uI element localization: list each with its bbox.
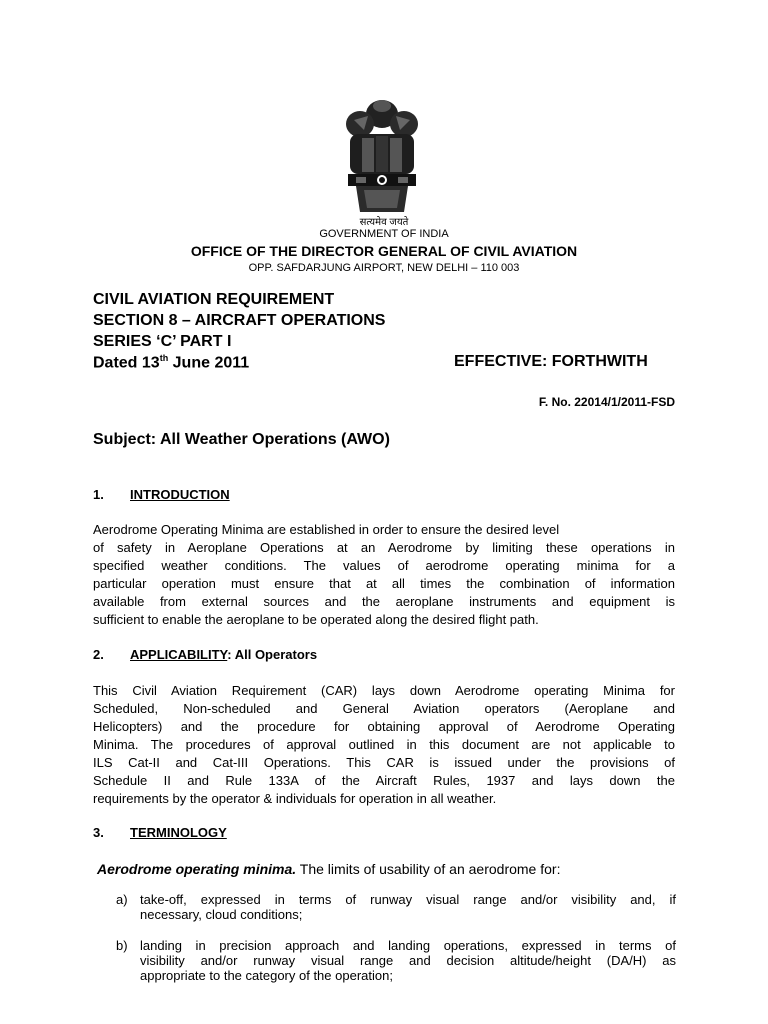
section-number: 3.	[93, 825, 104, 840]
effective-date: EFFECTIVE: FORTHWITH	[454, 353, 648, 370]
subject-line: Subject: All Weather Operations (AWO)	[93, 431, 390, 448]
paragraph-line: ILS Cat-II and Cat-III Operations. This CAR is issued under the provisions of	[93, 755, 675, 770]
paragraph-line: sufficient to enable the aeroplane to be operated along the desired flight path.	[93, 612, 539, 627]
list-item-label: b)	[116, 938, 128, 953]
section-title-suffix: : All Operators	[227, 647, 318, 662]
paragraph-line: particular operation must ensure that at all times the combination of information	[93, 576, 675, 591]
list-item	[116, 938, 676, 983]
list-item-line: landing in precision approach and landing operations, expressed in terms of	[140, 938, 676, 953]
list-item-line: appropriate to the category of the operation;	[140, 968, 393, 983]
applicability-paragraph	[93, 682, 675, 808]
section-number: 1.	[93, 487, 104, 502]
car-date-prefix: Dated 13	[93, 354, 160, 372]
introduction-paragraph	[93, 521, 675, 629]
paragraph-line: requirements by the operator & individuals for operation in all weather.	[93, 791, 497, 806]
paragraph-line: Scheduled, Non-scheduled and General Aviation operators (Aeroplane and	[93, 701, 675, 716]
paragraph-line: of safety in Aeroplane Operations at an Aerodrome by limiting these operations in	[93, 540, 675, 555]
state-emblem-logo	[334, 92, 430, 222]
national-motto: सत्यमेव जयते	[359, 217, 409, 228]
paragraph-line: available from external sources and the aeroplane instruments and equipment is	[93, 594, 675, 609]
car-date-ordinal: th	[159, 353, 169, 363]
list-item-label: a)	[116, 892, 128, 907]
terminology-definition	[97, 860, 679, 878]
list-item	[116, 892, 676, 922]
section-heading-applicability	[93, 647, 317, 662]
car-date	[93, 353, 249, 372]
government-label: GOVERNMENT OF INDIA	[319, 228, 449, 240]
section-title: INTRODUCTION	[130, 487, 230, 502]
paragraph-line: Schedule II and Rule 133A of the Aircraft Rules, 1937 and lays down the	[93, 773, 675, 788]
list-item-line: necessary, cloud conditions;	[140, 907, 303, 922]
car-date-suffix: June 2011	[168, 354, 250, 372]
paragraph-line: specified weather conditions. The values of aerodrome operating minima for a	[93, 558, 675, 573]
car-series: SERIES ‘C’ PART I	[93, 333, 232, 350]
list-item-line: visibility and/or runway visual range and decision altitude/height (DA/H) as	[140, 953, 676, 968]
section-title: TERMINOLOGY	[130, 825, 227, 840]
paragraph-line: Aerodrome Operating Minima are established in order to ensure the desired level	[93, 522, 560, 537]
section-heading-terminology	[93, 825, 227, 840]
paragraph-line: This Civil Aviation Requirement (CAR) lays down Aerodrome operating Minima for	[93, 683, 675, 698]
office-address: OPP. SAFDARJUNG AIRPORT, NEW DELHI – 110 003	[248, 262, 520, 274]
list-item-line: take-off, expressed in terms of runway visual range and/or visibility and, if	[140, 892, 676, 907]
defined-term: Aerodrome operating minima.	[97, 861, 297, 877]
section-title: APPLICABILITY	[130, 647, 228, 662]
file-number: F. No. 22014/1/2011-FSD	[538, 395, 675, 409]
definition-text: The limits of usability of an aerodrome for:	[296, 861, 561, 877]
car-section: SECTION 8 – AIRCRAFT OPERATIONS	[93, 312, 386, 329]
section-number: 2.	[93, 647, 104, 662]
paragraph-line: Minima. The procedures of approval outlined in this document are not applicable to	[93, 737, 675, 752]
office-title: OFFICE OF THE DIRECTOR GENERAL OF CIVIL AVIATION	[190, 243, 578, 259]
section-heading-introduction	[93, 487, 230, 502]
car-title: CIVIL AVIATION REQUIREMENT	[93, 291, 335, 308]
paragraph-line: Helicopters) and the procedure for obtaining approval of Aerodrome Operating	[93, 719, 675, 734]
